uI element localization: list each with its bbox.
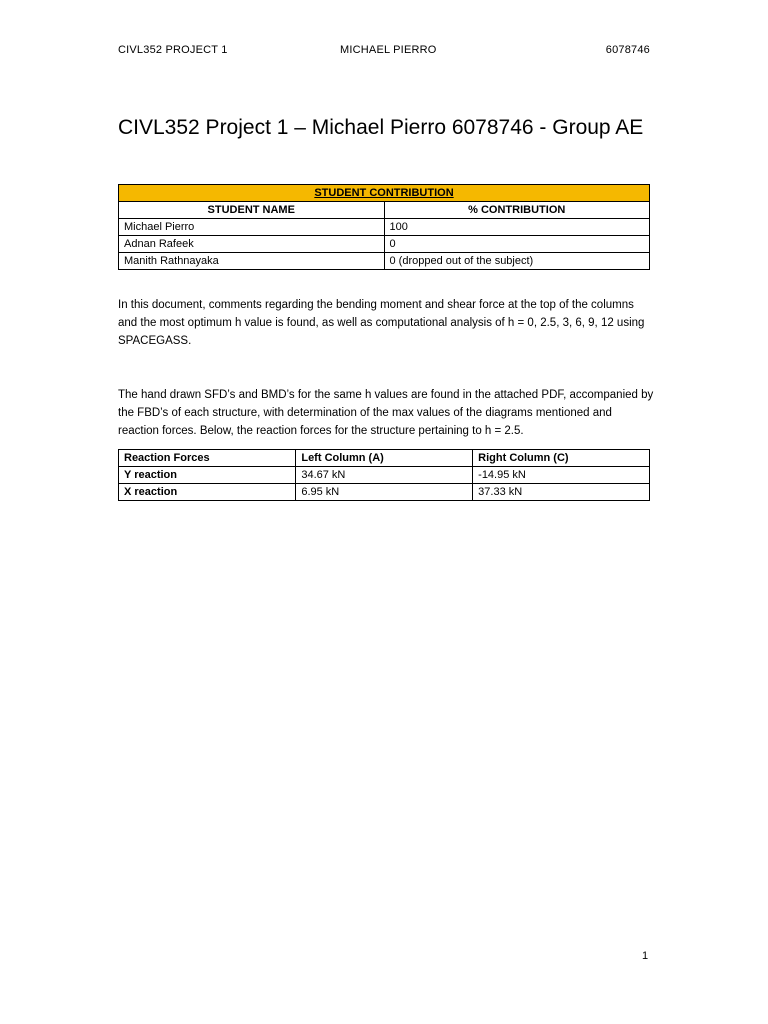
page-number: 1 [642, 950, 649, 962]
header-course: CIVL352 PROJECT 1 [118, 44, 228, 56]
left-column-value: 34.67 kN [296, 467, 473, 484]
student-name-cell: Michael Pierro [119, 219, 385, 236]
table-row [119, 467, 650, 484]
contribution-cell: 0 [384, 236, 650, 253]
student-name-cell: Adnan Rafeek [119, 236, 385, 253]
header-author: MICHAEL PIERRO [340, 44, 437, 56]
contribution-cell: 0 (dropped out of the subject) [384, 253, 650, 270]
column-header: Right Column (C) [473, 450, 650, 467]
table-row [119, 253, 650, 270]
table-header-row [119, 202, 650, 219]
student-contribution-table [118, 184, 650, 270]
column-header: Left Column (A) [296, 450, 473, 467]
contribution-cell: 100 [384, 219, 650, 236]
column-header: Reaction Forces [119, 450, 296, 467]
table-row [119, 236, 650, 253]
table-header-row [119, 450, 650, 467]
right-column-value: -14.95 kN [473, 467, 650, 484]
table-row [119, 219, 650, 236]
page-header [118, 44, 650, 60]
table-banner: STUDENT CONTRIBUTION [119, 185, 650, 202]
column-header: % CONTRIBUTION [384, 202, 650, 219]
row-label: X reaction [119, 484, 296, 501]
document-title: CIVL352 Project 1 – Michael Pierro 6078746 - Group AE [118, 116, 644, 139]
paragraph-intro: In this document, comments regarding the bending moment and shear force at the top of the columns and the most optimum h value is found, as well as computational analysis of h = 0, 2.5, 3, 6, 9, 12 using SPACEGASS. [118, 299, 645, 347]
row-label: Y reaction [119, 467, 296, 484]
student-name-cell: Manith Rathnayaka [119, 253, 385, 270]
reaction-forces-table [118, 449, 650, 501]
right-column-value: 37.33 kN [473, 484, 650, 501]
header-student-id: 6078746 [605, 44, 650, 56]
table-row [119, 484, 650, 501]
paragraph-hand-drawn: The hand drawn SFD’s and BMD’s for the same h values are found in the attached PDF, accompanied by the FBD’s of each structure, with determination of the max values of the diagrams mentioned and reaction forces. Below, the reaction forces for the structure pertaining to h = 2.5. [118, 389, 654, 437]
left-column-value: 6.95 kN [296, 484, 473, 501]
column-header: STUDENT NAME [119, 202, 385, 219]
table-banner-row [119, 185, 650, 202]
